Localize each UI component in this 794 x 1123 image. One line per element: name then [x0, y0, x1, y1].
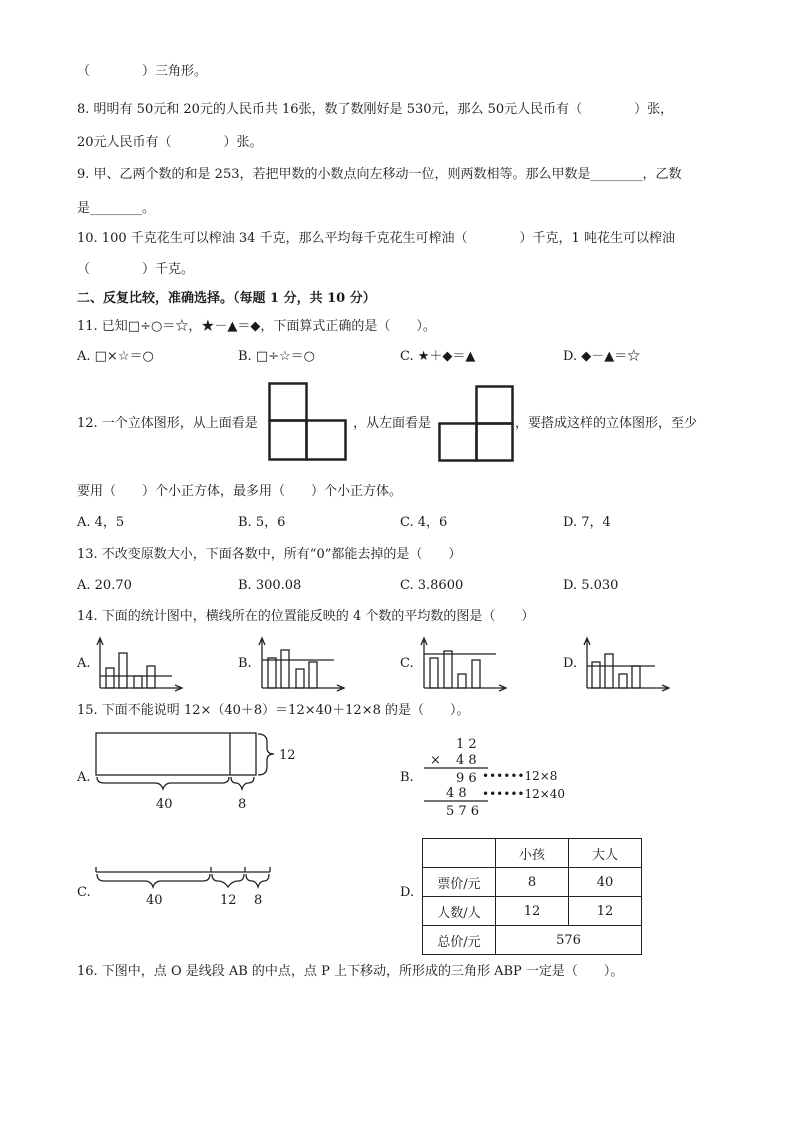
q13-stem: 13. 不改变原数大小，下面各数中，所有“0”都能去掉的是（ ）	[77, 547, 462, 562]
q11-option-a: A. □×☆＝○	[77, 349, 154, 364]
row-label-total: 总价/元	[423, 926, 496, 955]
cell-count-child: 12	[496, 897, 569, 926]
q15-figure-b	[420, 734, 590, 820]
cell-count-adult: 12	[569, 897, 642, 926]
left-view-figure	[438, 385, 516, 463]
q9-line2: 是________。	[77, 201, 156, 216]
q15c-len-8-label: 8	[254, 893, 263, 908]
q15b-note-2: ••••••12×40	[482, 787, 566, 801]
q12-stem-part3: ，要搭成这样的立体图形，至少	[515, 416, 698, 431]
q15b-row-4: 4 8	[446, 786, 467, 801]
q15b-row-1: 1 2	[456, 737, 477, 752]
q11-option-d: D. ◆－▲＝☆	[563, 349, 641, 364]
q12-stem-part4: 要用（ ）个小正方体，最多用（ ）个小正方体。	[77, 484, 403, 499]
q11-option-c: C. ★＋◆＝▲	[400, 349, 476, 364]
cell-price-adult: 40	[569, 868, 642, 897]
q10-line2: （ ）千克。	[77, 262, 195, 277]
q12-option-a: A. 4，5	[77, 515, 125, 530]
q7-tail: （ ）三角形。	[77, 64, 208, 79]
q14-chart-b	[258, 636, 348, 692]
q13-option-a: A. 20.70	[77, 578, 132, 593]
q11-stem: 11. 已知□÷○＝☆，★－▲＝◆，下面算式正确的是（ ）。	[77, 319, 436, 334]
q8-line1: 8. 明明有 50元和 20元的人民币共 16张，数了数刚好是 530元，那么 50元人民币有（ ）张，	[77, 102, 674, 117]
q15c-len-12-label: 12	[220, 893, 237, 908]
q14-stem: 14. 下面的统计图中，横线所在的位置能反映的 4 个数的平均数的图是（ ）	[77, 609, 535, 624]
ticket-price-table	[422, 838, 642, 955]
q15a-height-label: 12	[279, 748, 296, 763]
header-adult: 大人	[569, 839, 642, 868]
q15a-width-40-label: 40	[156, 797, 173, 812]
row-label-count: 人数/人	[423, 897, 496, 926]
q15b-note-1: ••••••12×8	[482, 769, 558, 783]
q14-label-b: B.	[238, 656, 252, 671]
cell-price-child: 8	[496, 868, 569, 897]
section-2-title: 二、反复比较，准确选择。（每题 1 分，共 10 分）	[77, 291, 376, 306]
q12-option-d: D. 7，4	[563, 515, 611, 530]
header-child: 小孩	[496, 839, 569, 868]
table-corner-cell	[423, 839, 496, 868]
q15-figure-c	[90, 860, 280, 910]
q15b-row-3: 9 6	[456, 771, 477, 786]
q9-line1: 9. 甲、乙两个数的和是 253，若把甲数的小数点向左移动一位，则两数相等。那么甲数是________，乙数	[77, 167, 682, 182]
q10-line1: 10. 100 千克花生可以榨油 34 千克，那么平均每千克花生可榨油（ ）千克，1 吨花生可以榨油	[77, 231, 675, 246]
q13-option-c: C. 3.8600	[400, 578, 464, 593]
q14-label-a: A.	[77, 656, 91, 671]
cell-total-value: 576	[496, 926, 642, 955]
q12-option-b: B. 5，6	[238, 515, 286, 530]
q15b-times-sign: ×	[430, 753, 441, 768]
q15-label-b: B.	[400, 770, 414, 785]
q15-figure-a	[90, 730, 310, 820]
q15b-row-2: 4 8	[456, 753, 477, 768]
q14-label-d: D.	[563, 656, 578, 671]
q8-line2: 20元人民币有（ ）张。	[77, 135, 263, 150]
row-label-price: 票价/元	[423, 868, 496, 897]
q11-option-b: B. □÷☆＝○	[238, 349, 315, 364]
q15-label-a: A.	[77, 770, 91, 785]
q14-chart-c	[420, 636, 510, 692]
q14-chart-a	[96, 636, 186, 692]
q15-stem: 15. 下面不能说明 12×（40＋8）＝12×40＋12×8 的是（ ）。	[77, 703, 470, 718]
q14-chart-d	[583, 636, 673, 692]
q12-option-c: C. 4，6	[400, 515, 448, 530]
q15a-width-8-label: 8	[238, 797, 247, 812]
top-view-figure	[268, 382, 348, 462]
q15-label-c: C.	[77, 885, 91, 900]
q13-option-b: B. 300.08	[238, 578, 302, 593]
q16-stem: 16. 下图中，点 O 是线段 AB 的中点，点 P 上下移动，所形成的三角形 ABP 一定是（ ）。	[77, 964, 624, 979]
q14-label-c: C.	[400, 656, 414, 671]
q15-label-d: D.	[400, 885, 415, 900]
q15b-row-5: 5 7 6	[446, 804, 480, 819]
q12-stem-part2: ，从左面看是	[353, 416, 432, 431]
q15c-len-40-label: 40	[146, 893, 163, 908]
q12-stem-part1: 12. 一个立体图形，从上面看是	[77, 416, 258, 431]
q13-option-d: D. 5.030	[563, 578, 619, 593]
